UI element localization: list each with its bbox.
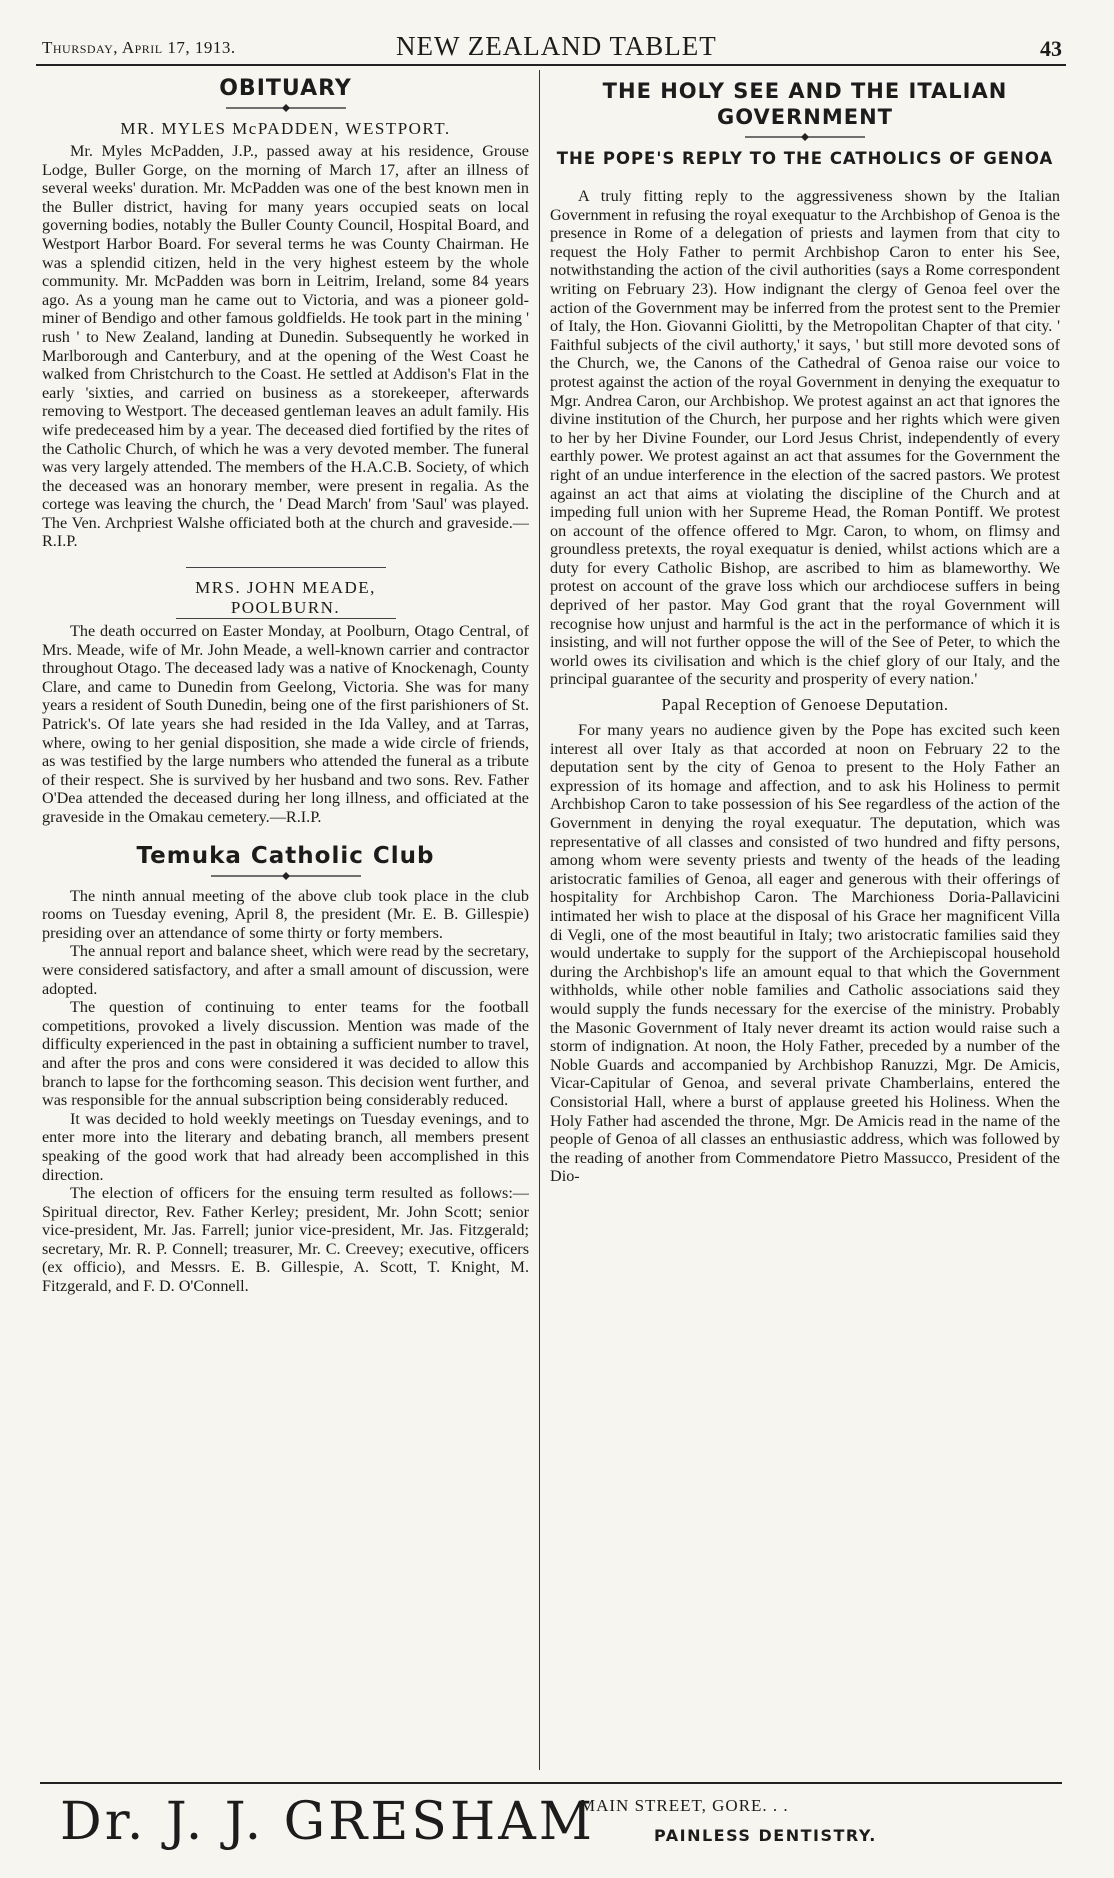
club-paragraph: The annual report and balance sheet, which were read by the secretary, were considered satisfactory, and after a small amount of discussion, were adopted. [42,942,529,998]
left-column [42,74,529,1779]
obituary-2-text: The death occurred on Easter Monday, at Poolburn, Otago Central, of Mrs. Meade, wife of Mr. John Meade, a well-known carrier and contractor throughout Otago. The deceased lady was a native of Knockenagh, County Clare, and came to Dunedin from Geelong, Victoria. She was for many years a resident of South Dunedin, being one of the first parishioners of St. Patrick's. Of late years she had resided in the Ida Valley, and at Tarras, where, owing to her genial disposition, she made a wide circle of friends, as was testified by the large numbers who attended the funeral as a tribute of their respect. She is survived by her husband and two sons. Rev. Father O'Dea attended the deceased during her long illness, and officiated at the graveside in the Omakau cemetery.—R.I.P. [42,622,529,826]
advert-name: Dr. J. J. GRESHAM [60,1792,596,1852]
club-paragraph: It was decided to hold weekly meetings on Tuesday evenings, and to enter more into the literary and debating branch, all members present speaking of the good work that had already been accomplished in this direction. [42,1109,529,1184]
masthead [36,30,1066,66]
right-column [550,74,1060,1779]
club-paragraph: The question of continuing to enter teams for the football competitions, provoked a lively discussion. Mention was made of the difficulty experienced in the past in obtaining a sufficient number to travel, and after the pros and cons were considered it was decided to allow this branch to lapse for the forthcoming season. This decision went further, and was responsible for the annual subscription being considerably reduced. [42,998,529,1110]
article-paragraph: For many years no audience given by the Pope has excited such keen interest all over Italy as that accorded at noon on February 22 to the deputation sent by the city of Genoa to present to the Holy Father an expression of its homage and affection, and to ask his Holiness to permit Archbishop Caron to take possession of his See regardless of the action of the Government in denying the royal exequatur. The deputation, which was representative of all classes and consisted of two hundred and fifty persons, among whom were seventy priests and twenty of the heads of the leading aristocratic families of Genoa, all eager and generous with their offerings of hospitality for Archbishop Caron. The Marchioness Doria-Pallavicini intimated her wish to place at the disposal of his Grace her magnificent Villa di Vegli, one of the most beautiful in Italy; two aristocratic families said they would undertake to supply for the support of the Archiepiscopal household during the Archbishop's life an amount equal to that which the Government withholds, while other noble families and Catholic associations said they would supply the funds necessary for the exercise of the ministry. Probably the Masonic Government of Italy never dreamt its action would raise such a storm of indignation. At noon, the Holy Father, preceded by a number of the Noble Guards and accompanied by Archbishop Ranuzzi, Mgr. De Amicis, Vicar-Capitular of Genoa, and several private Chamberlains, entered the Consistorial Hall, where a burst of applause greeted his Holiness. When the Holy Father had ascended the throne, Mgr. De Amicis read in the name of the people of Genoa of all classes an enthusiastic address, which was followed by the reading of another from Commendatore Pietro Massucco, President of the Dio- [550,721,1060,1186]
newspaper-title: NEW ZEALAND TABLET [396,31,717,61]
column-rule [539,70,540,1770]
article-title: THE HOLY SEE AND THE ITALIAN GOVERNMENT [602,79,1008,129]
obituary-1-heading: MR. MYLES McPADDEN, WESTPORT. [120,119,451,138]
ornament-divider-icon [745,132,865,142]
obituary-1-text: Mr. Myles McPadden, J.P., passed away at his residence, Grouse Lodge, Buller Gorge, on the morning of March 17, after an illness of several weeks' duration. Mr. McPadden was one of the best known men in the Buller district, having for many years occupied seats on local governing bodies, notably the Buller County Council, Hospital Board, and Westport Harbor Board. For several terms he was County Chairman. He was a splendid citizen, held in the very highest esteem by the whole community. Mr. McPadden was born in Leitrim, Ireland, some 84 years ago. As a young man he came out to Victoria, and was a pioneer gold-miner of Bendigo and other famous goldfields. He took part in the mining ' rush ' to New Zealand, landing at Dunedin. Subsequently he worked in Marlborough and Canterbury, and at the opening of the West Coast he walked from Christchurch to the Coast. He settled at Addison's Flat in the early 'sixties, and carried on business as a storekeeper, afterwards removing to Westport. The deceased gentleman leaves an adult family. His wife predeceased him by a year. The deceased died fortified by the rites of the Catholic Church, of which he was a very devoted member. The funeral was very largely attended. The members of the H.A.C.B. Society, of which the deceased was an honorary member, were present in regalia. As the cortege was leaving the church, the ' Dead March' from 'Saul' was played. The Ven. Archpriest Walshe officiated both at the church and graveside.—R.I.P. [42,142,529,551]
page-number: 43 [1040,36,1062,61]
obituary-2-heading: MRS. JOHN MEADE, POOLBURN. [176,578,396,619]
obituary-heading: OBITUARY [219,76,352,101]
issue-date: Thursday, April 17, 1913. [42,38,236,57]
columns [36,74,1066,1779]
club-paragraph: The ninth annual meeting of the above club took place in the club rooms on Tuesday evening, April 8, the president (Mr. E. B. Gillespie) presiding over an attendance of some thirty or forty members. [42,886,529,942]
advert-street: MAIN STREET, GORE. . . [580,1796,789,1815]
club-heading: Temuka Catholic Club [136,842,435,869]
newspaper-page [36,30,1066,1860]
ornament-divider-icon [226,103,346,113]
ornament-divider-icon [211,871,361,881]
bottom-rule [40,1782,1062,1784]
section-heading: Papal Reception of Genoese Deputation. [661,695,949,715]
article-subtitle: THE POPE'S REPLY TO THE CATHOLICS OF GENOA [556,149,1054,168]
club-paragraph: The election of officers for the ensuing term resulted as follows:—Spiritual director, Rev. Father Kerley; president, Mr. John Scott; senior vice-president, Mr. Jas. Farrell; junior vice-president, Mr. Jas. Fitzgerald; secretary, Mr. R. P. Connell; treasurer, Mr. C. Creevey; executive, officers (ex officio), and Messrs. E. B. Gillespie, A. Scott, T. Knight, M. Fitzgerald, and F. D. O'Connell. [42,1184,529,1296]
dentist-advertisement [40,1790,1062,1860]
advert-tagline: PAINLESS DENTISTRY. [654,1826,877,1845]
article-paragraph: A truly fitting reply to the aggressiveness shown by the Italian Government in refusing the royal exequatur to the Archbishop of Genoa is the presence in Rome of a delegation of priests and laymen from that city to request the Holy Father to permit Archbishop Caron to enter his See, notwithstanding the action of the civil authorities (says a Rome correspondent writing on February 23). How indignant the clergy of Genoa feel over the action of the Government may be inferred from the protest sent to the Premier of Italy, the Hon. Giovanni Giolitti, by the Metropolitan Chapter of that city. ' Faithful subjects of the civil authorty,' it says, ' but still more devoted sons of the Church, we, the Canons of the Cathedral of Genoa raise our voice to protest against the action of the royal Government in denying the exequatur to Mgr. Andrea Caron, our Archbishop. We protest against an act that ignores the divine institution of the Church, her purpose and her rights which were given to her by her Divine Founder, our Lord Jesus Christ, independently of every earthly power. We protest against an act that assumes for the Government the right of an undue interference in the election of the sacred pastors. We protest against an act that aims at violating the discipline of the Church and at impeding full union with her Supreme Head, the Roman Pontiff. We protest on account of the offence offered to Mgr. Caron, to whom, on flimsy and groundless pretexts, the royal exequatur is denied, whilst actions which are a duty for every Catholic Bishop, are ascribed to him as blameworthy. We protest on account of the grave loss which our archdiocese suffers in being deprived of her pastor. May God grant that the royal Government will recognise how unjust and harmful is the act in the performance of which it is insisting, and will not further oppose the will of the See of Peter, to which the world owes its civilisation and which is the chief glory of our Italy, and the principal guarantee of the security and prosperity of every nation.' [550,187,1060,689]
divider [186,567,386,568]
